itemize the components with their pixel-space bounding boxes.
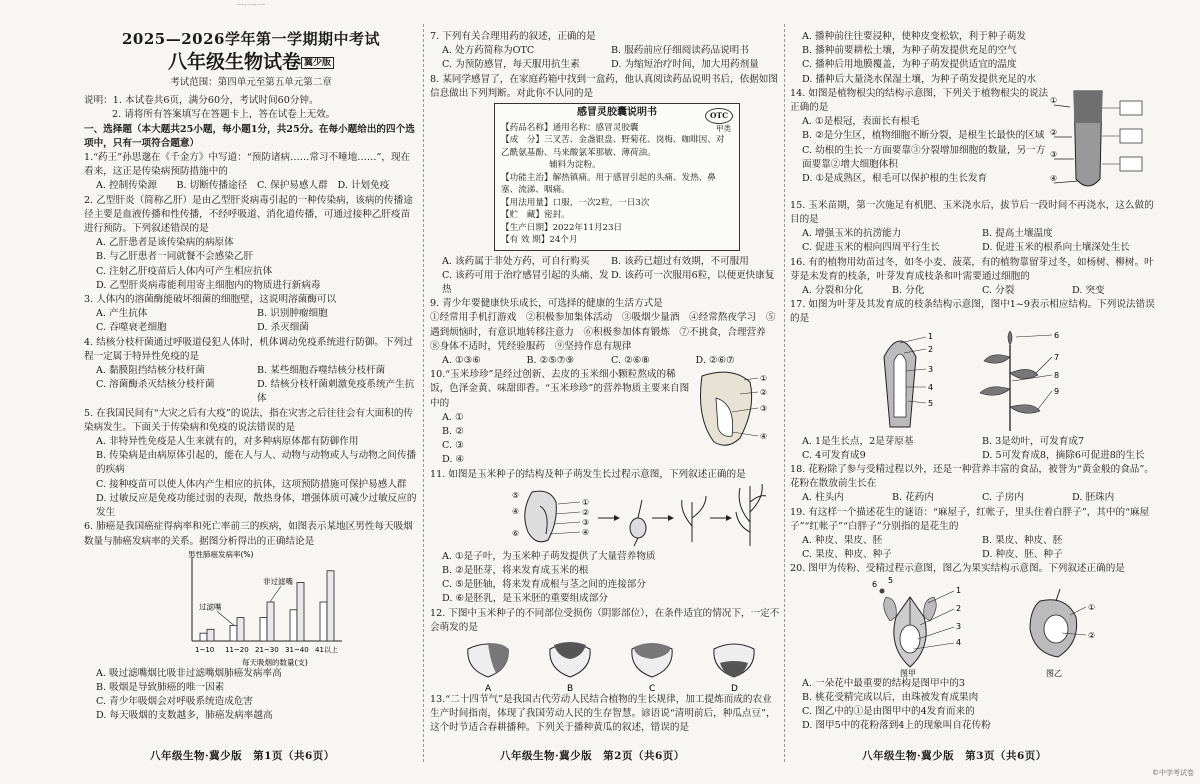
- root-tip-diagram: [1050, 87, 1150, 199]
- svg-text:④: ④: [512, 506, 520, 516]
- seed-label: B: [567, 683, 574, 693]
- bar-filter: [290, 610, 297, 641]
- option-row: [790, 534, 1162, 548]
- option: A. ①是根冠，表面长有根毛: [802, 116, 920, 128]
- edition-tag: 冀少版: [301, 57, 334, 69]
- x-axis-label: 每天吸烟的数量(支): [242, 657, 308, 667]
- option: A. 该药属于非处方药，可自行购买: [442, 255, 590, 267]
- leaflet-title: 感冒灵胶囊说明书: [577, 107, 657, 119]
- lung-cancer-chart: [164, 549, 354, 667]
- bar-nonfilter: [327, 571, 334, 641]
- option-row: [84, 321, 418, 335]
- option: C. 溶菌酶杀灭结核分枝杆菌: [96, 379, 215, 391]
- svg-text:②: ②: [582, 507, 590, 517]
- svg-text:②: ②: [1088, 630, 1096, 640]
- option-row: [790, 449, 1162, 463]
- section-desc: （本大题共25小题，每小题1分，共25分。在每小题给出的四个选项中，只有一项符合题意）: [84, 123, 415, 149]
- svg-text:5: 5: [928, 398, 934, 408]
- option: D. 乙型肝炎病毒能利用寄主细胞内的物质进行新病毒: [96, 279, 321, 291]
- option-row: [430, 269, 780, 297]
- option: A. 1是生长点，2是芽原基: [802, 435, 914, 447]
- option-row: [430, 44, 780, 58]
- option: B. ②⑤⑦⑨: [526, 354, 575, 366]
- exam-scope: 考试范围：第四单元至第五单元第二章: [170, 77, 332, 88]
- option: A. 播种前往往要浸种，使种皮变松软，利于种子萌发: [802, 31, 1027, 42]
- leaflet-line: 辅料为淀粉。: [549, 160, 601, 171]
- question-stem: 8. 某同学感冒了，在家庭药箱中找到一盒药，他认真阅读药品说明书后，依据如图信息做出下列判断。对此你不认同的是: [430, 73, 778, 99]
- q14-text: [790, 87, 1050, 199]
- option: C. 注射乙肝疫苗后人体内可产生相应抗体: [96, 265, 273, 277]
- option: B. ②是胚芽，将来发育成玉米的根: [442, 564, 589, 576]
- x-tick-label: 21~30: [255, 645, 279, 654]
- seed-label: D: [731, 683, 738, 693]
- question-stem: 20. 图甲为传粉、受精过程示意图，图乙为果实结构示意图。下列叙述正确的是: [790, 563, 1125, 575]
- annotation-pointer: [270, 586, 281, 602]
- option: D. ④: [442, 454, 465, 466]
- pollination-diagram: [870, 577, 1110, 677]
- corn-germination-diagram: [510, 482, 770, 550]
- svg-text:④: ④: [760, 432, 768, 442]
- question-stem: 12. 下图中玉米种子的不同部位受损伤（阴影部位），在条件适宜的情况下，一定不会萌发的是: [430, 607, 780, 633]
- option: A. 吸过滤嘴烟比吸非过滤嘴烟肺癌发病率高: [96, 667, 282, 679]
- option: C. 播种后用地膜覆盖，为种子萌发提供适宜的温度: [802, 59, 1017, 71]
- bar-nonfilter: [297, 582, 304, 641]
- exam-subject: [84, 50, 418, 75]
- option: A. 处方药简称为OTC: [442, 45, 535, 57]
- bar-nonfilter: [237, 617, 244, 640]
- option: C. 保护易感人群: [257, 180, 328, 192]
- svg-text:3: 3: [928, 364, 934, 374]
- svg-text:2: 2: [956, 603, 962, 613]
- option: A. 柱头内: [802, 492, 844, 504]
- bar-filter: [230, 625, 237, 641]
- seed-label: C: [649, 683, 656, 693]
- leaflet-line: 【成 分】三叉苦、金盏银盘、野菊花、岗梅、咖啡因、对乙酰氨基酚、马来酸氯苯那敏、薄荷油。: [501, 135, 725, 158]
- svg-text:6: 6: [1054, 330, 1060, 340]
- svg-text:5: 5: [888, 576, 894, 585]
- option: A. ①③⑥: [442, 354, 481, 366]
- leaflet-line: 【药品名称】通用名称：感冒灵胶囊: [501, 122, 639, 133]
- section-label: 一、选择题: [84, 123, 132, 135]
- option: A. 种皮、果皮、胚: [802, 535, 883, 547]
- svg-text:⑥: ⑥: [512, 528, 520, 538]
- option: B. 该药已超过有效期，不可服用: [611, 255, 749, 267]
- figure-label: 图甲: [900, 668, 916, 677]
- option: D. ⑥是胚乳，是玉米胚的重要组成部分: [442, 593, 608, 605]
- option: C. ③: [442, 440, 464, 452]
- option: D. 播种后大量浇水保湿土壤，为种子萌发提供充足的水: [802, 73, 1037, 85]
- option: C. ②⑥⑧: [611, 354, 650, 366]
- option: D. 每天吸烟的支数越多，肺癌发病率越高: [96, 710, 273, 722]
- option-row: [790, 491, 1162, 505]
- option: D. 计划免疫: [337, 180, 390, 192]
- option-row: [430, 354, 780, 368]
- svg-text:②: ②: [760, 388, 768, 398]
- option: A. 控制传染源: [96, 180, 157, 192]
- x-tick-label: 31~40: [285, 645, 309, 654]
- svg-text:9: 9: [1054, 386, 1060, 396]
- option: D. 促进玉米的根系向土壤深处生长: [982, 242, 1130, 254]
- exam-title: 2025—2026学年第一学期期中考试: [122, 30, 380, 48]
- option: C. 接种疫苗可以使人体内产生相应的抗体，这项预防措施可保护易感人群: [96, 478, 407, 490]
- top-mark: 一·一·一: [236, 1, 266, 10]
- option: C. 幼根的生长一方面要靠③分裂增加细胞的数量，另一方面要靠②增大细胞体积: [802, 144, 1046, 170]
- option: D. 胚珠内: [1072, 492, 1115, 504]
- question-stem: 13.“二十四节气”是我国古代劳动人民结合植物的生长规律，加工提炼而成的农业生产时间指南，体现了我国劳动人民的生存智慧。谚语说“清明前后，种瓜点豆”，这个时节适合春耕播种。下列关于播种黄瓜的叙述，错误的是: [430, 693, 776, 734]
- page-1-column: [84, 30, 418, 724]
- option: D. 杀灭细菌: [257, 322, 309, 334]
- option-row: [84, 307, 418, 321]
- option: B. 识别肿瘤细胞: [257, 308, 328, 320]
- option: C. ⑤是胚轴，将来发育成根与茎之间的连接部分: [442, 579, 646, 591]
- question-stem: 3. 人体内的溶菌酶能破坏细菌的细胞壁，这说明溶菌酶可以: [84, 294, 337, 306]
- option: A. 分裂和分化: [802, 285, 863, 297]
- page-footer: 八年级生物·冀少版 第1页（共6页）: [150, 750, 335, 762]
- question-stem: 18. 花粉除了参与受精过程以外，还是一种营养丰富的食品，被誉为“黄金般的食品”。花粉在散放前生长在: [790, 464, 1154, 490]
- q14-block: [790, 87, 1162, 199]
- page-footer: 八年级生物·冀少版 第2页（共6页）: [500, 750, 685, 762]
- q10-block: [430, 368, 780, 467]
- svg-text:8: 8: [1054, 370, 1060, 380]
- seed-b: [550, 642, 590, 677]
- option-row: [790, 435, 1162, 449]
- otc-badge: OTC: [705, 108, 733, 124]
- question-stem: 17. 如图为叶芽及其发育成的枝条结构示意图，图中1~9表示相应结构。下列说法错误的是: [790, 299, 1155, 325]
- option: B. 播种前要耕松土壤，为种子萌发提供充足的空气: [802, 45, 1017, 57]
- page-2-column: [430, 30, 780, 736]
- exam-note: 2. 请将所有答案填写在答题卡上，答在试卷上无效。: [112, 109, 336, 121]
- option: B. 3是幼叶，可发育成7: [982, 435, 1085, 447]
- option: B. 桃花受精完成以后，由珠被发育成果肉: [802, 691, 979, 703]
- option-row: [84, 364, 418, 378]
- question-stem: 9. 青少年要健康快乐成长，可选择的健康的生活方式是: [430, 298, 663, 310]
- svg-text:①: ①: [1050, 95, 1058, 105]
- svg-text:④: ④: [582, 527, 590, 537]
- question-stem: 16. 有的植物用幼苗过冬，如冬小麦、菠菜，有的植物靠留芽过冬，如杨树、柳树。叶芽是未发育的枝条，叶芽发育成枝条和叶需要通过细胞的: [790, 256, 1154, 282]
- seed-d: [714, 644, 754, 677]
- svg-text:④: ④: [1050, 173, 1058, 183]
- svg-text:1: 1: [928, 331, 934, 341]
- option: B. 果皮、种皮、胚: [982, 535, 1063, 547]
- option: A. 一朵花中最重要的结构是图甲中的3: [802, 677, 966, 689]
- question-stem: 7. 下列有关合理用药的叙述，正确的是: [430, 31, 596, 42]
- seed-c: [632, 643, 672, 677]
- leaflet-line: 【用法用量】口服，一次2粒，一日3次: [501, 197, 650, 208]
- medicine-leaflet: [494, 103, 740, 251]
- question-stem: 15. 玉米苗期，第一次施足有机肥、玉米浇水后，拔节后一段时间不再浇水，这么做的目的是: [790, 199, 1154, 226]
- option: D. 过敏反应是免疫功能过弱的表现，散热身体，增强体质可减少过敏反应的发生: [96, 492, 417, 519]
- option-row: [790, 284, 1162, 298]
- q10-text: [430, 368, 692, 467]
- option: D. 该药可一次服用6粒，以便更快康复: [611, 269, 775, 281]
- option: A. 增强玉米的抗涝能力: [802, 228, 902, 240]
- option: C. 促进玉米的根向四周平行生长: [802, 242, 940, 254]
- option: A. 产生抗体: [96, 308, 148, 320]
- svg-text:3: 3: [956, 621, 962, 631]
- y-axis-label: 男性肺癌发病率(%): [188, 549, 254, 559]
- leaflet-line: 【功能主治】解热镇痛。用于感冒引起的头痛、发热、鼻塞、流涕、咽痛。: [501, 172, 716, 196]
- question-stem: 14. 如图是植物根尖的结构示意图，下列关于植物根尖的说法正确的是: [790, 87, 1049, 114]
- option: D. 图甲5中的花粉落到4上的现象叫自花传粉: [802, 720, 991, 732]
- series-annotation: 过滤嘴: [199, 602, 222, 612]
- option-row: [790, 548, 1162, 562]
- option: C. 果皮、种皮、种子: [802, 549, 892, 561]
- option: B. 分化: [892, 285, 925, 297]
- otc-class: 甲类: [716, 124, 731, 134]
- question-stem: 4. 结核分枝杆菌通过呼吸道侵犯人体时，机体调动免疫系统进行防御。下列过程一定属于特异性免疫的是: [84, 336, 413, 362]
- option: D. 5可发育成8，摘除6可促进8的生长: [982, 449, 1145, 461]
- subject-text: 八年级生物试卷: [167, 51, 301, 73]
- option-row: [84, 179, 418, 193]
- svg-text:4: 4: [956, 637, 962, 647]
- page-footer: 八年级生物·冀少版 第3页（共6页）: [862, 750, 1047, 762]
- option: D. ①是成熟区，根毛可以保护根的生长发育: [802, 173, 988, 185]
- corn-kernel-diagram: [692, 368, 772, 452]
- page-3-column: [790, 30, 1162, 733]
- annotation-pointer: [217, 611, 234, 625]
- option: C. 图乙中的①是由图甲中的4发育而来的: [802, 706, 975, 718]
- option-row: [790, 241, 1162, 255]
- exam-note: 说明：1. 本试卷共6页，满分60分，考试时间60分钟。: [84, 95, 319, 107]
- option: B. 与乙肝患者一同就餐不会感染乙肝: [96, 251, 254, 263]
- watermark: ©中学考试卷: [1152, 769, 1194, 777]
- svg-text:①: ①: [1088, 602, 1096, 612]
- figure-label: 图乙: [1046, 668, 1062, 677]
- option: D. 种皮、胚、种子: [982, 549, 1063, 561]
- question-stem: 5. 在我国民间有“大灾之后有大疫”的说法，指在灾害之后往往会有大面积的传染病发生。下面关于传染病和免疫的说法错误的是: [84, 407, 414, 433]
- svg-text:⑤: ⑤: [512, 490, 520, 500]
- option: B. 吸烟是导致肺癌的唯一因素: [96, 681, 225, 693]
- question-stem: 2. 乙型肝炎（简称乙肝）是由乙型肝炎病毒引起的一种传染病，该病的传播途径主要是血液传播和性传播，不经呼吸道、消化道传播，可通过接种乙肝疫苗进行预防。下列叙述错误的是: [84, 194, 413, 235]
- svg-text:③: ③: [582, 517, 590, 527]
- option: B. 花药内: [892, 492, 934, 504]
- svg-text:①: ①: [582, 497, 590, 507]
- svg-text:4: 4: [928, 382, 934, 392]
- series-annotation: 非过滤嘴: [263, 576, 293, 586]
- option: D. 突变: [1072, 285, 1105, 297]
- leaflet-line: 【贮 藏】密封。: [501, 210, 570, 221]
- option: A. ①是子叶，为玉米种子萌发提供了大量营养物质: [442, 550, 656, 562]
- option: C. 分裂: [982, 285, 1015, 297]
- question-stem: 6. 肺癌是我国癌症得病率和死亡率前三的疾病，如图表示某地区男性每天吸烟数量与肺癌发病率的关系。据图分析得出的正确结论是: [84, 521, 413, 547]
- option: B. ②: [442, 425, 464, 437]
- option: B. 传染病是由病原体引起的，能在人与人、动物与动物或人与动物之间传播的疾病: [96, 450, 417, 476]
- option: C. 青少年吸烟会对呼吸系统造成危害: [96, 696, 254, 708]
- column-divider: [423, 24, 424, 762]
- option: C. 4可发育成9: [802, 449, 866, 461]
- option: C. 子房内: [982, 492, 1024, 504]
- svg-text:②: ②: [1050, 127, 1058, 137]
- option: B. ②是分生区，植物细胞不断分裂，是根生长最快的区域: [802, 130, 1045, 142]
- option-row: [430, 255, 780, 269]
- question-stem: 19. 有这样一个描述花生的谜语：“麻屋子，红帐子，里头住着白胖子”，其中的“麻屋子”“红帐子”“白胖子”分别指的是花生的: [790, 506, 1150, 532]
- leaflet-line: 【有 效 期】24个月: [501, 235, 578, 246]
- x-tick-label: 11~20: [225, 645, 249, 654]
- option: D. ②⑥⑦: [695, 354, 735, 366]
- svg-text:③: ③: [1050, 149, 1058, 159]
- bar-filter: [260, 617, 267, 640]
- x-tick-label: 1~10: [195, 645, 215, 654]
- svg-text:③: ③: [760, 404, 768, 414]
- option-row: [430, 58, 780, 72]
- svg-text:7: 7: [1054, 352, 1060, 362]
- option: D. 结核分枝杆菌刺激免疫系统产生抗体: [257, 379, 415, 405]
- bar-filter: [200, 633, 207, 641]
- question-stem: 1.“药王”孙思邈在《千金方》中写道：“预防诸病……常习不唾地……”，现在看来，这正是传染病预防措施中的: [84, 152, 411, 178]
- option: B. 服药前应仔细阅读药品说明书: [611, 45, 749, 57]
- option: A. 非特异性免疫是人生来就有的，对多种病原体都有防御作用: [96, 436, 359, 448]
- bar-nonfilter: [267, 602, 274, 641]
- svg-text:①: ①: [760, 374, 768, 384]
- column-divider: [784, 24, 785, 762]
- option: B. 某些细胞吞噬结核分枝杆菌: [257, 365, 386, 377]
- question-stem: 11. 如图是玉米种子的结构及种子萌发生长过程示意图，下列叙述正确的是: [430, 468, 746, 480]
- option-row: [790, 227, 1162, 241]
- option-row: [84, 378, 418, 406]
- leaf-bud-diagram: [860, 327, 1120, 435]
- option: A. ①: [442, 411, 464, 423]
- question-items: ①经常用手机打游戏 ②积极参加集体活动 ③吸烟少量酒 ④经常熬夜学习 ⑤遇到烦恼时，有意识地转移注意力 ⑥积极参加体育锻炼 ⑦不挑食，合理营养 ⑧身体不适时，凭经验服药 ⑨坚持作息有规律: [430, 312, 776, 352]
- x-tick-label: 41以上: [315, 645, 338, 654]
- svg-text:1: 1: [956, 585, 962, 595]
- seed-a: [468, 643, 508, 677]
- question-stem: 10.“玉米珍珍”是经过创新、去皮的玉米细小颗粒熬成的稀饭，色泽金黄、味甜即香。“玉米珍珍”的营养物质主要来自图中的: [430, 369, 690, 409]
- section-header: [84, 123, 418, 151]
- bar-nonfilter: [207, 629, 214, 641]
- option: A. 乙肝患者是该传染病的病原体: [96, 237, 234, 249]
- svg-text:2: 2: [928, 344, 934, 354]
- option: C. 吞噬衰老细胞: [96, 322, 167, 334]
- option: C. 为预防感冒，每天服用抗生素: [442, 59, 580, 71]
- option: B. 切断传播途径: [176, 180, 248, 192]
- option: A. 黏膜阻挡结核分枝杆菌: [96, 365, 205, 377]
- leaflet-line: 【生产日期】2022年11月23日: [501, 222, 623, 233]
- option: C. 该药可用于治疗感冒引起的头痛、发热: [442, 269, 609, 295]
- option: D. 为缩短治疗时间，加大用药剂量: [611, 59, 759, 71]
- option: B. 提高土壤温度: [982, 228, 1053, 240]
- svg-text:6: 6: [872, 579, 878, 589]
- bar-filter: [320, 602, 327, 641]
- damaged-seed-diagram: [458, 635, 768, 693]
- seed-label: A: [485, 683, 492, 693]
